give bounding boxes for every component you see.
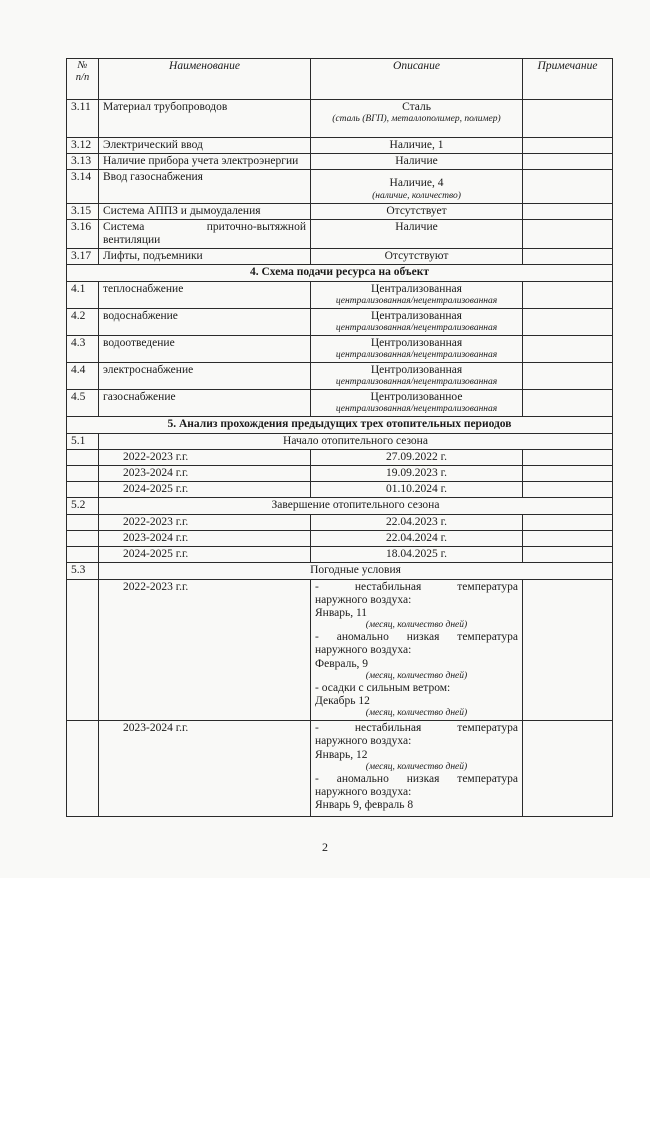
row-desc xyxy=(311,363,523,390)
row-desc: Наличие, 1 xyxy=(311,138,523,154)
row-number: 5.1 xyxy=(67,433,99,449)
row-note xyxy=(523,308,613,335)
row-number: 3.16 xyxy=(67,219,99,248)
row-name: электроснабжение xyxy=(99,363,311,390)
row-note xyxy=(523,721,613,817)
weather-line: наружного воздуха: xyxy=(315,644,412,657)
row-name: Материал трубопроводов xyxy=(99,100,311,138)
weather-hint: (месяц, количество дней) xyxy=(365,761,468,772)
row-name: Система приточно-вытяжной вентиляции xyxy=(99,219,311,248)
row-number: 4.4 xyxy=(67,363,99,390)
table-row xyxy=(67,547,613,563)
row-number: 3.11 xyxy=(67,100,99,138)
desc-value: Централизованная xyxy=(371,282,462,295)
table-row xyxy=(67,466,613,482)
subsection-title: Начало отопительного сезона xyxy=(99,433,613,449)
row-number: 4.2 xyxy=(67,308,99,335)
row-date: 22.04.2024 г. xyxy=(311,530,523,546)
row-desc xyxy=(311,170,523,203)
row-period: 2024-2025 г.г. xyxy=(99,482,311,498)
row-note xyxy=(523,249,613,265)
weather-line: - нестабильная температура xyxy=(315,722,518,735)
row-note xyxy=(523,449,613,465)
section-heading-row xyxy=(67,417,613,433)
desc-value: Наличие, 4 xyxy=(389,177,444,190)
header-num: № п/п xyxy=(67,59,99,100)
row-note xyxy=(523,335,613,362)
row-note xyxy=(523,281,613,308)
row-number: 5.3 xyxy=(67,563,99,579)
table-row xyxy=(67,308,613,335)
weather-line: - аномально низкая температура xyxy=(315,772,518,785)
subsection-row xyxy=(67,498,613,514)
weather-value: Декабрь 12 xyxy=(315,694,370,707)
desc-hint: централизованная/нецентрализованная xyxy=(335,350,498,361)
desc-hint: централизованная/нецентрализованная xyxy=(335,323,498,334)
row-number: 3.13 xyxy=(67,154,99,170)
row-note xyxy=(523,363,613,390)
row-date: 01.10.2024 г. xyxy=(311,482,523,498)
row-note xyxy=(523,154,613,170)
weather-line: - аномально низкая температура xyxy=(315,631,518,644)
row-period: 2022-2023 г.г. xyxy=(99,579,311,721)
row-note xyxy=(523,547,613,563)
row-number xyxy=(67,514,99,530)
weather-description xyxy=(311,721,523,817)
row-period: 2024-2025 г.г. xyxy=(99,547,311,563)
row-number xyxy=(67,466,99,482)
row-note xyxy=(523,390,613,417)
subsection-row xyxy=(67,433,613,449)
table-row xyxy=(67,363,613,390)
row-note xyxy=(523,203,613,219)
table-row xyxy=(67,219,613,248)
row-number: 3.14 xyxy=(67,170,99,203)
row-name: Лифты, подъемники xyxy=(99,249,311,265)
row-note xyxy=(523,466,613,482)
row-desc xyxy=(311,308,523,335)
subsection-row xyxy=(67,563,613,579)
desc-value: Централизованная xyxy=(371,309,462,322)
row-number xyxy=(67,547,99,563)
table-row xyxy=(67,138,613,154)
row-number xyxy=(67,579,99,721)
row-desc xyxy=(311,335,523,362)
row-desc xyxy=(311,281,523,308)
subsection-title: Погодные условия xyxy=(99,563,613,579)
weather-hint: (месяц, количество дней) xyxy=(365,620,468,631)
row-desc: Отсутствует xyxy=(311,203,523,219)
weather-line: наружного воздуха: xyxy=(315,735,412,748)
desc-hint: (сталь (ВГП), металлополимер, полимер) xyxy=(332,114,501,125)
header-desc: Описание xyxy=(311,59,523,100)
desc-hint: централизованная/нецентрализованная xyxy=(335,377,498,388)
weather-line: - осадки с сильным ветром: xyxy=(315,681,451,694)
row-name: газоснабжение xyxy=(99,390,311,417)
row-number: 4.5 xyxy=(67,390,99,417)
row-note xyxy=(523,219,613,248)
table-row xyxy=(67,154,613,170)
table-row xyxy=(67,579,613,721)
row-period: 2022-2023 г.г. xyxy=(99,514,311,530)
desc-value: Центролизованная xyxy=(370,336,463,349)
row-note xyxy=(523,138,613,154)
row-note xyxy=(523,482,613,498)
row-number: 4.3 xyxy=(67,335,99,362)
row-name: Ввод газоснабжения xyxy=(99,170,311,203)
table-row xyxy=(67,170,613,203)
object-passport-table xyxy=(66,58,613,817)
row-desc: Наличие xyxy=(311,154,523,170)
desc-hint: (наличие, количество) xyxy=(372,190,461,201)
row-note xyxy=(523,514,613,530)
weather-value: Февраль, 9 xyxy=(315,657,369,670)
table-row xyxy=(67,100,613,138)
header-note: Примечание xyxy=(523,59,613,100)
row-note xyxy=(523,530,613,546)
row-name: Наличие прибора учета электроэнергии xyxy=(99,154,311,170)
row-number xyxy=(67,721,99,817)
row-name: Электрический ввод xyxy=(99,138,311,154)
row-number: 5.2 xyxy=(67,498,99,514)
table-row xyxy=(67,482,613,498)
page-number: 2 xyxy=(322,840,328,854)
row-period: 2023-2024 г.г. xyxy=(99,530,311,546)
weather-line: наружного воздуха: xyxy=(315,785,412,798)
row-desc: Отсутствуют xyxy=(311,249,523,265)
row-number: 3.17 xyxy=(67,249,99,265)
row-number: 4.1 xyxy=(67,281,99,308)
row-desc xyxy=(311,390,523,417)
weather-description xyxy=(311,579,523,721)
table-row xyxy=(67,530,613,546)
table-row xyxy=(67,514,613,530)
row-number xyxy=(67,530,99,546)
table-row xyxy=(67,721,613,817)
row-date: 22.04.2023 г. xyxy=(311,514,523,530)
weather-value: Январь 9, февраль 8 xyxy=(315,799,414,812)
row-period: 2022-2023 г.г. xyxy=(99,449,311,465)
table-header xyxy=(67,59,613,100)
weather-value: Январь, 11 xyxy=(315,607,368,619)
row-number: 3.15 xyxy=(67,203,99,219)
desc-value: Центролизованное xyxy=(370,391,463,404)
weather-line: наружного воздуха: xyxy=(315,593,412,606)
weather-value: Январь, 12 xyxy=(315,748,368,761)
row-date: 18.04.2025 г. xyxy=(311,547,523,563)
row-date: 27.09.2022 г. xyxy=(311,449,523,465)
row-date: 19.09.2023 г. xyxy=(311,466,523,482)
table-row xyxy=(67,281,613,308)
subsection-title: Завершение отопительного сезона xyxy=(99,498,613,514)
section-heading-row xyxy=(67,265,613,281)
row-note xyxy=(523,579,613,721)
table-row xyxy=(67,249,613,265)
row-desc: Наличие xyxy=(311,219,523,248)
row-number xyxy=(67,449,99,465)
row-period: 2023-2024 г.г. xyxy=(99,466,311,482)
table-row xyxy=(67,449,613,465)
row-note xyxy=(523,100,613,138)
row-note xyxy=(523,170,613,203)
row-desc xyxy=(311,100,523,138)
row-name: Система АППЗ и дымоудаления xyxy=(99,203,311,219)
table-row xyxy=(67,203,613,219)
table-row xyxy=(67,390,613,417)
desc-value: Центролизованная xyxy=(370,364,463,377)
weather-line: - нестабильная температура xyxy=(315,580,518,593)
weather-hint: (месяц, количество дней) xyxy=(365,670,468,681)
weather-hint: (месяц, количество дней) xyxy=(365,708,468,719)
row-number xyxy=(67,482,99,498)
desc-hint: централизованная/нецентрализованная xyxy=(335,404,498,415)
row-name: водоснабжение xyxy=(99,308,311,335)
section-5-title: 5. Анализ прохождения предыдущих трех отопительных периодов xyxy=(67,417,613,433)
row-name: теплоснабжение xyxy=(99,281,311,308)
row-period: 2023-2024 г.г. xyxy=(99,721,311,817)
desc-hint: централизованная/нецентрализованная xyxy=(335,295,498,306)
row-name: водоотведение xyxy=(99,335,311,362)
table-row xyxy=(67,335,613,362)
header-name: Наименование xyxy=(99,59,311,100)
desc-value: Сталь xyxy=(402,101,431,113)
row-number: 3.12 xyxy=(67,138,99,154)
section-4-title: 4. Схема подачи ресурса на объект xyxy=(67,265,613,281)
